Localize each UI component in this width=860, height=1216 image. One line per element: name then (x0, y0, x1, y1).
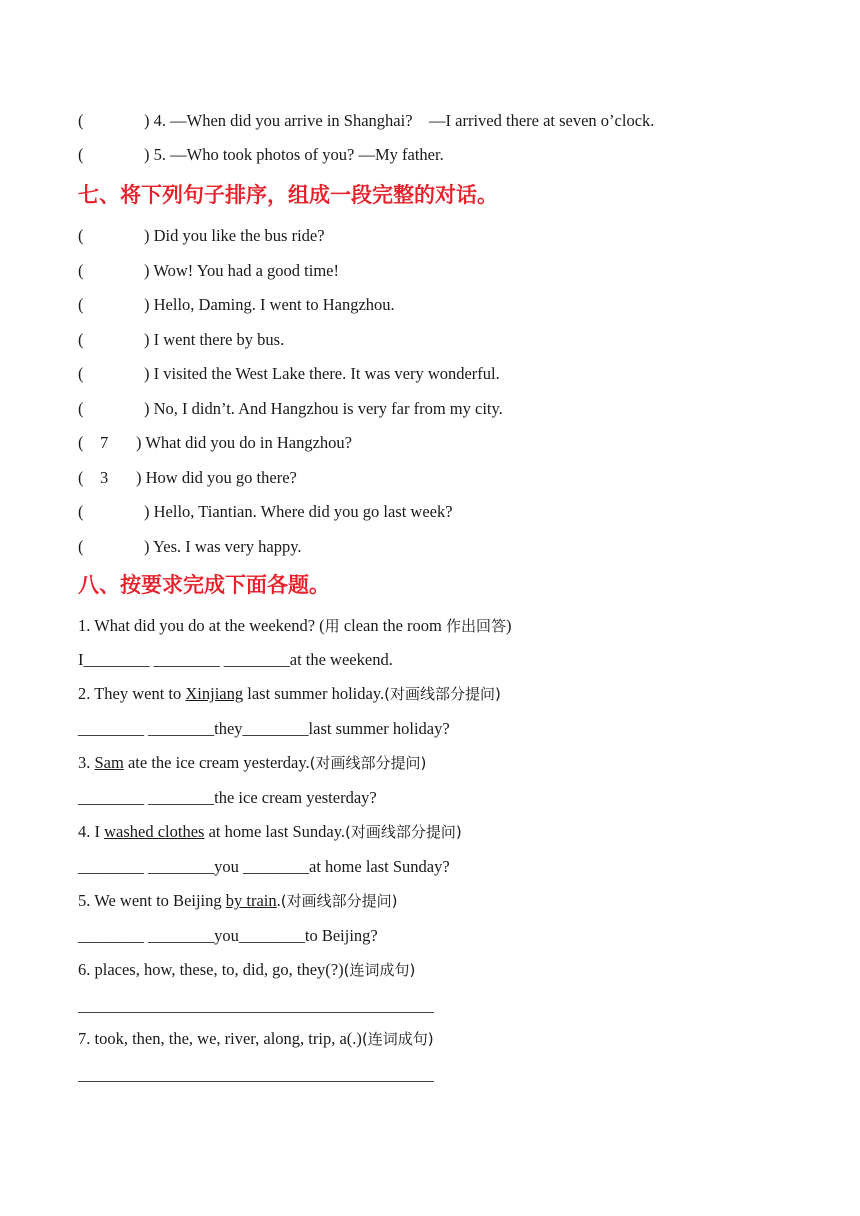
answer-line-4[interactable]: ________ ________you ________at home last Sunday? (78, 857, 450, 876)
answer-line-5[interactable]: ________ ________you________to Beijing? (78, 926, 378, 945)
question-1: 1. What did you do at the weekend? (用 clean the room 作出回答) (78, 616, 512, 635)
answer-line-2[interactable]: ________ ________they________last summer holiday? (78, 719, 450, 738)
underlined-phrase: Xinjiang (185, 684, 244, 703)
underlined-phrase: Sam (94, 753, 124, 772)
answer-paren[interactable]: ( 7 (78, 433, 109, 452)
section-heading-8: 八、按要求完成下面各题。 (78, 573, 330, 597)
answer-paren[interactable]: ( (78, 226, 84, 245)
ordering-sentence: Yes. I was very happy. (153, 536, 302, 556)
part6-item-5: ( ) 5. —Who took photos of you? —My father. (78, 145, 444, 164)
answer-paren[interactable]: ( (78, 260, 84, 280)
ordering-item: ( 7 ) What did you do in Hangzhou? (78, 433, 352, 452)
answer-paren[interactable]: ( (78, 398, 84, 418)
ordering-sentence: How did you go there? (145, 467, 297, 487)
answer-paren[interactable]: ( (78, 295, 84, 314)
question-7: 7. took, then, the, we, river, along, trip, a(.)(连词成句) (78, 1029, 434, 1048)
question-2: 2. They went to Xinjiang last summer holiday.(对画线部分提问) (78, 684, 501, 703)
ordering-item: ( ) I visited the West Lake there. It was very wonderful. (78, 364, 500, 383)
answer-line-3[interactable]: ________ ________the ice cream yesterday? (78, 788, 377, 807)
answer-line-1[interactable]: I________ ________ ________at the weekend. (78, 650, 393, 669)
ordering-item: ( ) Did you like the bus ride? (78, 226, 325, 245)
ordering-item: ( ) Hello, Daming. I went to Hangzhou. (78, 295, 395, 314)
part6-item-4: ( ) 4. —When did you arrive in Shanghai? —I arrived there at seven o’clock. (78, 111, 655, 130)
answer-paren[interactable]: ( 3 (78, 467, 109, 487)
order-number: 7 (100, 433, 109, 452)
underlined-phrase: washed clothes (104, 822, 205, 841)
answer-rule-6[interactable] (78, 1012, 434, 1013)
order-number: 3 (100, 467, 109, 487)
ordering-sentence: What did you do in Hangzhou? (145, 433, 352, 452)
ordering-sentence: No, I didn’t. And Hangzhou is very far from my city. (153, 398, 503, 418)
section-heading-7: 七、将下列句子排序，组成一段完整的对话。 (78, 183, 498, 207)
ordering-item: ( ) Yes. I was very happy. (78, 536, 302, 556)
ordering-sentence: I went there by bus. (153, 329, 285, 349)
ordering-sentence: Wow! You had a good time! (153, 260, 339, 280)
answer-paren[interactable]: ( (78, 145, 84, 164)
ordering-sentence: Did you like the bus ride? (153, 226, 325, 245)
ordering-sentence: Hello, Tiantian. Where did you go last week? (153, 502, 453, 521)
ordering-sentence: I visited the West Lake there. It was very wonderful. (153, 364, 500, 383)
answer-paren[interactable]: ( (78, 329, 84, 349)
underlined-phrase: by train (225, 891, 277, 910)
answer-paren[interactable]: ( (78, 536, 84, 556)
answer-paren[interactable]: ( (78, 364, 84, 383)
answer-rule-7[interactable] (78, 1081, 434, 1082)
answer-paren[interactable]: ( (78, 111, 84, 130)
ordering-item: ( ) Hello, Tiantian. Where did you go last week? (78, 502, 453, 521)
ordering-sentence: Hello, Daming. I went to Hangzhou. (153, 295, 395, 314)
answer-paren[interactable]: ( (78, 502, 84, 521)
question-6: 6. places, how, these, to, did, go, they(?)(连词成句) (78, 960, 416, 979)
ordering-item: ( 3 ) How did you go there? (78, 467, 297, 487)
question-5: 5. We went to Beijing by train.(对画线部分提问) (78, 891, 398, 910)
question-3: 3. Sam ate the ice cream yesterday.(对画线部分提问) (78, 753, 427, 772)
ordering-item: ( ) Wow! You had a good time! (78, 260, 339, 280)
ordering-item: ( ) I went there by bus. (78, 329, 285, 349)
question-4: 4. I washed clothes at home last Sunday.(对画线部分提问) (78, 822, 462, 841)
ordering-item: ( ) No, I didn’t. And Hangzhou is very far from my city. (78, 398, 503, 418)
